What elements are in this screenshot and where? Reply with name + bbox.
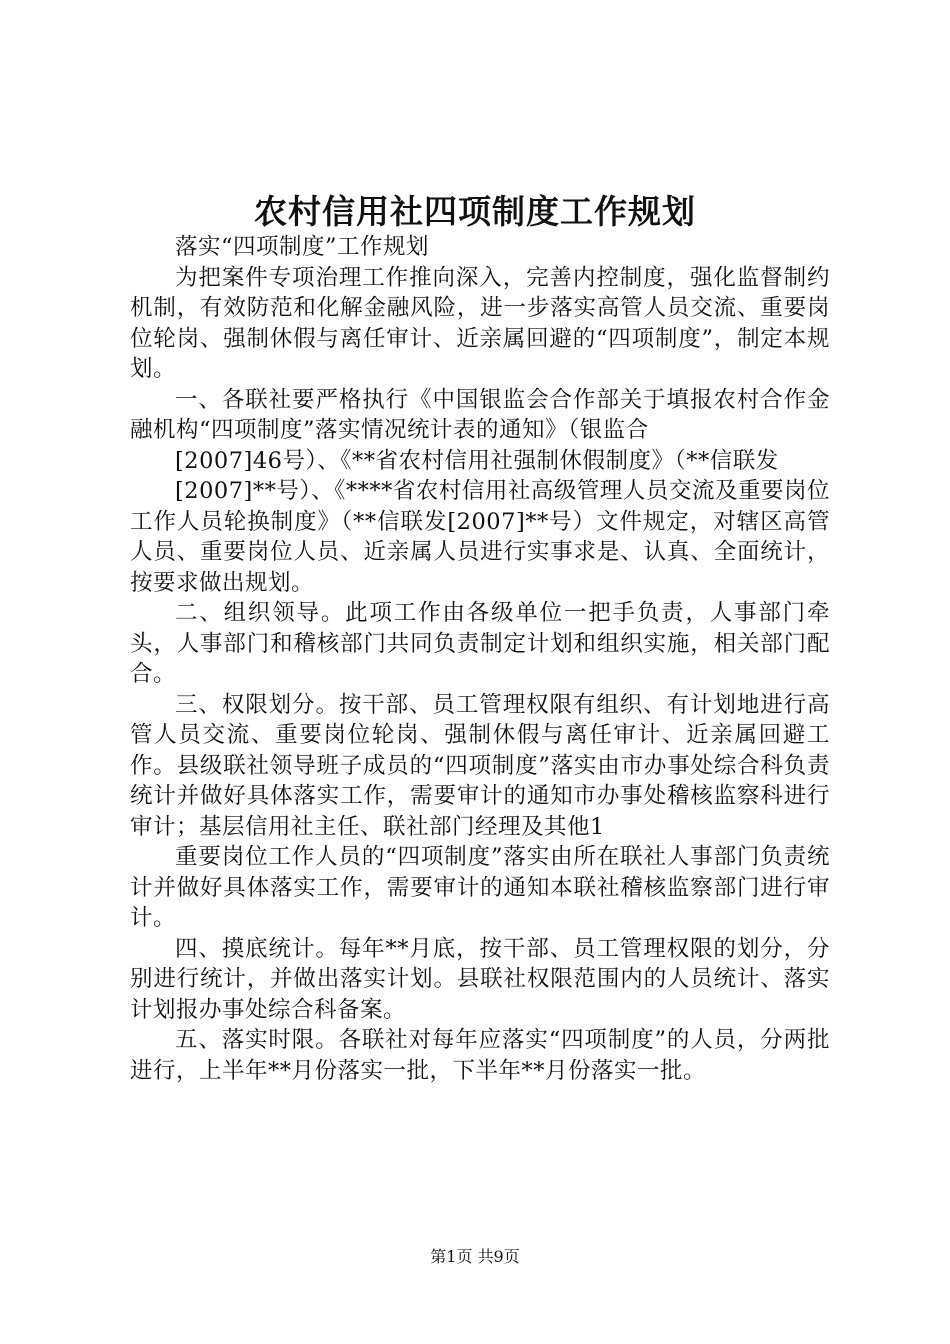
paragraph-subtitle: 落实“四项制度”工作规划: [175, 234, 430, 260]
paragraph-section-1-cont-b: [2007]**号）、《****省农村信用社高级管理人员交流及重要岗位工作人员轮换制度》（**信联发[2007]**号）文件规定，对辖区高管人员、重要岗位人员、近亲属人员进行实事求是、认真、全面统计，按要求做出规划。: [130, 478, 830, 596]
paragraph-section-4: 四、摸底统计。每年**月底，按干部、员工管理权限的划分，分别进行统计，并做出落实计划。县联社权限范围内的人员统计、落实计划报办事处综合科备案。: [130, 935, 830, 1023]
page-footer: 第1页 共9页: [430, 1247, 520, 1266]
paragraph-section-1: 一、各联社要严格执行《中国银监会合作部关于填报农村合作金融机构“四项制度”落实情况统计表的通知》（银监合: [130, 386, 830, 443]
paragraph-section-3: 三、权限划分。按干部、员工管理权限有组织、有计划地进行高管人员交流、重要岗位轮岗、强制休假与离任审计、近亲属回避工作。县级联社领导班子成员的“四项制度”落实由市办事处综合科负责统计并做好具体落实工作，需要审计的通知市办事处稽核监察科进行审计；基层信用社主任、联社部门经理及其他1: [130, 691, 830, 840]
document-title: 农村信用社四项制度工作规划: [254, 192, 696, 231]
paragraph-intro: 为把案件专项治理工作推向深入，完善内控制度，强化监督制约机制，有效防范和化解金融风险，进一步落实高管人员交流、重要岗位轮岗、强制休假与离任审计、近亲属回避的“四项制度”，制定本规划。: [130, 264, 830, 382]
document-body: [130, 232, 830, 1086]
paragraph-section-2: 二、组织领导。此项工作由各级单位一把手负责，人事部门牵头，人事部门和稽核部门共同负责制定计划和组织实施，相关部门配合。: [130, 600, 830, 687]
paragraph-section-5: 五、落实时限。各联社对每年应落实“四项制度”的人员，分两批进行，上半年**月份落实一批，下半年**月份落实一批。: [130, 1027, 830, 1084]
paragraph-section-1-cont-a: [2007]46号）、《**省农村信用社强制休假制度》（**信联发: [175, 447, 779, 474]
paragraph-section-3-cont: 重要岗位工作人员的“四项制度”落实由所在联社人事部门负责统计并做好具体落实工作，需要审计的通知本联社稽核监察部门进行审计。: [130, 844, 830, 931]
